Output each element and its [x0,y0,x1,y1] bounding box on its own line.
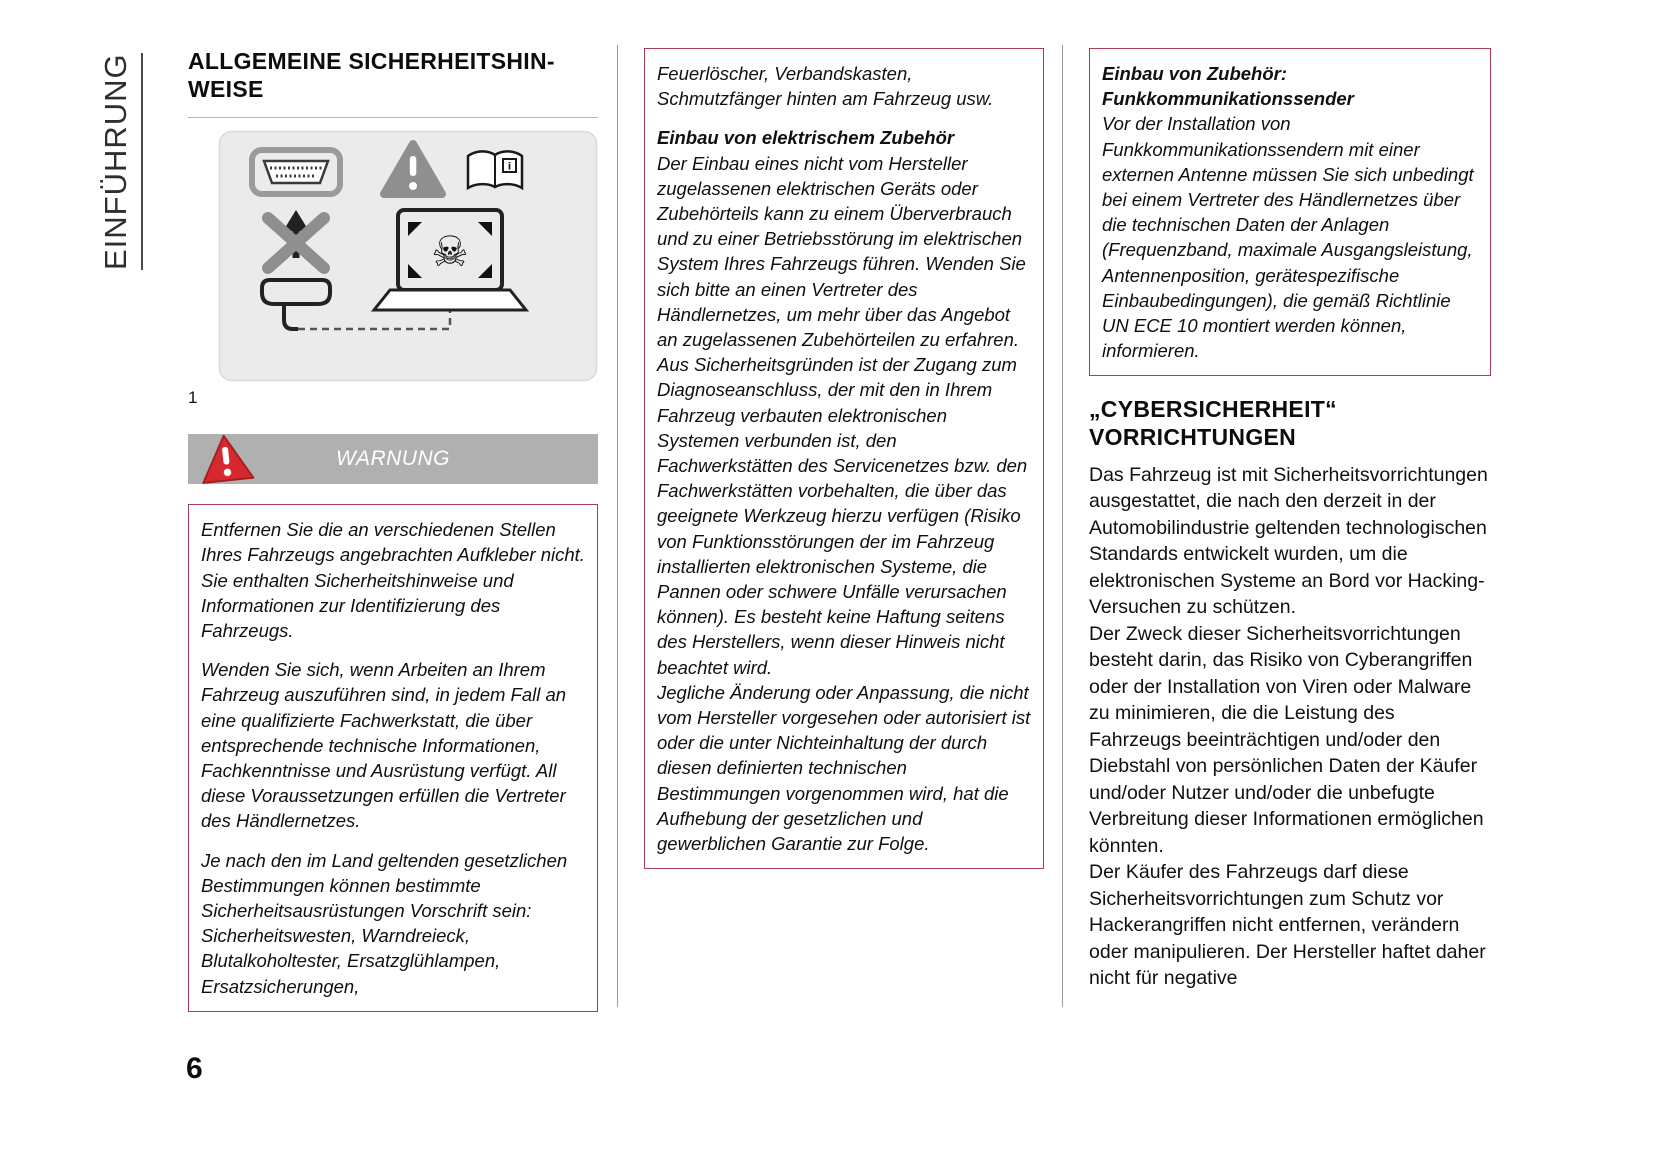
cybersecurity-paragraph: Der Zweck dieser Sicherheitsvorrichtungen besteht darin, das Risiko von Cyberangriffen oder der Installation von Viren oder Malware zu minimieren, die die Leistung des Fahrzeugs beeinträchtigen und/oder den Diebstahl von persönlichen Daten der Käufer und/oder Nutzer und/oder die unbefugte Verbreitung dieser Informationen ermöglichen könnten. [1089,622,1484,857]
warning-paragraph: Feuerlöscher, Verbandskasten, Schmutzfänger hinten am Fahrzeug usw. [657,63,994,110]
warning-paragraph: Jegliche Änderung oder Anpassung, die nicht vom Hersteller vorgesehen oder autorisiert ist oder die unter Nichteinhaltung der durch diesen definierten technischen Bestimmungen vorgenommen wird, hat die Aufhebung der gesetzlichen und gewerblichen Garantie zur Folge. [657,681,1031,855]
figure-caption: 1 [188,388,198,408]
warning-text-box [188,504,598,1012]
warning-paragraph: Vor der Installation von Funkkommunikationssendern mit einer externen Antenne müssen Sie sich unbedingt bei einem Vertreter des Händlernetzes über die technischen Daten der Anlagen (Frequenzband, maximale Ausgangsleistung, Antennenposition, gerätespezifische Einbaubedingungen), die gemäß Richtlinie UN ECE 10 montiert werden können, informieren. [1102,113,1474,362]
column-divider [1062,45,1063,1007]
warning-paragraph: Der Einbau eines nicht vom Hersteller zugelassenen elektrischen Geräts oder Zubehörteils kann zu einem Überverbrauch und zu einer Betriebsstörung im elektrischen System Ihres Fahrzeugs führen. Wenden Sie sich bitte an einen Vertreter des Händlernetzes, um mehr über das Angebot an zugelassenen Zubehörteilen zu erfahren. [657,152,1026,351]
warning-paragraph: Je nach den im Land geltenden gesetzlichen Bestimmungen können bestimmte Sicherheitsausrüstungen Vorschrift sein: Sicherheitswesten, Warndreieck, Blutalkoholtester, Ersatzglühlampen, Ersatzsicherungen, [201,849,568,997]
column-divider [617,45,618,1007]
cybersecurity-paragraph: Das Fahrzeug ist mit Sicherheitsvorrichtungen ausgestattet, die nach den derzeit in der Automobilindustrie geltenden technologischen Standards entwickelt wurden, um die elektronischen Systeme an Bord vor Hacking-Versuchen zu schützen. [1089,463,1488,619]
safety-icons-figure [218,130,598,382]
radio-transmitters-box [1089,48,1491,376]
column-accessories-cybersecurity [1089,48,1491,992]
warning-banner-label: WARNUNG [336,447,450,471]
radio-transmitters-heading: Einbau von Zubehör: Funkkommunikationssender [1102,63,1354,110]
warning-banner [188,434,598,484]
cybersecurity-text [1089,462,1491,992]
warning-paragraph: Wenden Sie sich, wenn Arbeiten an Ihrem Fahrzeug auszuführen sind, in jedem Fall an eine qualifizierte Fachwerkstatt, die über entsprechende technische Informationen, Fachkenntnisse und Ausrüstung verfügt. All diese Voraussetzungen erfüllen die Vertreter des Händlernetzes. [201,659,567,832]
manual-book-info-icon [468,152,522,189]
electrical-accessories-heading: Einbau von elektrischem Zubehör [657,127,955,149]
page-number: 6 [186,1052,203,1085]
warning-paragraph: Entfernen Sie die an verschiedenen Stellen Ihres Fahrzeugs angebrachten Aufkleber nicht. Sie enthalten Sicherheitshinweise und Informationen zur Identifizierung des Fahrzeugs. [201,519,585,641]
warning-red-triangle-icon [195,428,256,488]
column-warning-continuation [644,48,1044,869]
svg-text:i: i [507,161,512,173]
cybersecurity-paragraph: Der Käufer des Fahrzeugs darf diese Sicherheitsvorrichtungen zum Schutz vor Hackerangriffen nicht entfernen, verändern oder manipulieren. Der Hersteller haftet daher nicht für negative [1089,861,1486,990]
general-safety-heading: ALLGEMEINE SICHERHEITSHIN-WEISE [188,48,555,102]
warning-paragraph: Aus Sicherheitsgründen ist der Zugang zum Diagnoseanschluss, der mit den in Ihrem Fahrzeug verbauten elektronischen Systemen verbunden ist, den Fachwerkstätten des Servicenetzes bzw. den Fachwerkstätten vorbehalten, die über das geeignete Werkzeug hierzu verfügen (Risiko von Funktionsstörungen der im Fahrzeug installierten elektronischen Systeme, die Pannen oder schwere Unfälle verursachen können). Es besteht keine Haftung seitens des Herstellers, wenn dieser Hinweis nicht beachtet wird. [657,354,1028,678]
laptop-malware-icon [374,210,526,310]
column-general-safety [188,48,598,1012]
heading-rule [188,117,598,118]
warning-continuation-box [644,48,1044,869]
cybersecurity-heading: „CYBERSICHERHEIT“ VORRICHTUNGEN [1089,396,1337,451]
svg-text:☠: ☠ [431,227,469,277]
chapter-tab-label: EINFÜHRUNG [98,53,143,270]
obd-connector-icon [252,150,340,194]
